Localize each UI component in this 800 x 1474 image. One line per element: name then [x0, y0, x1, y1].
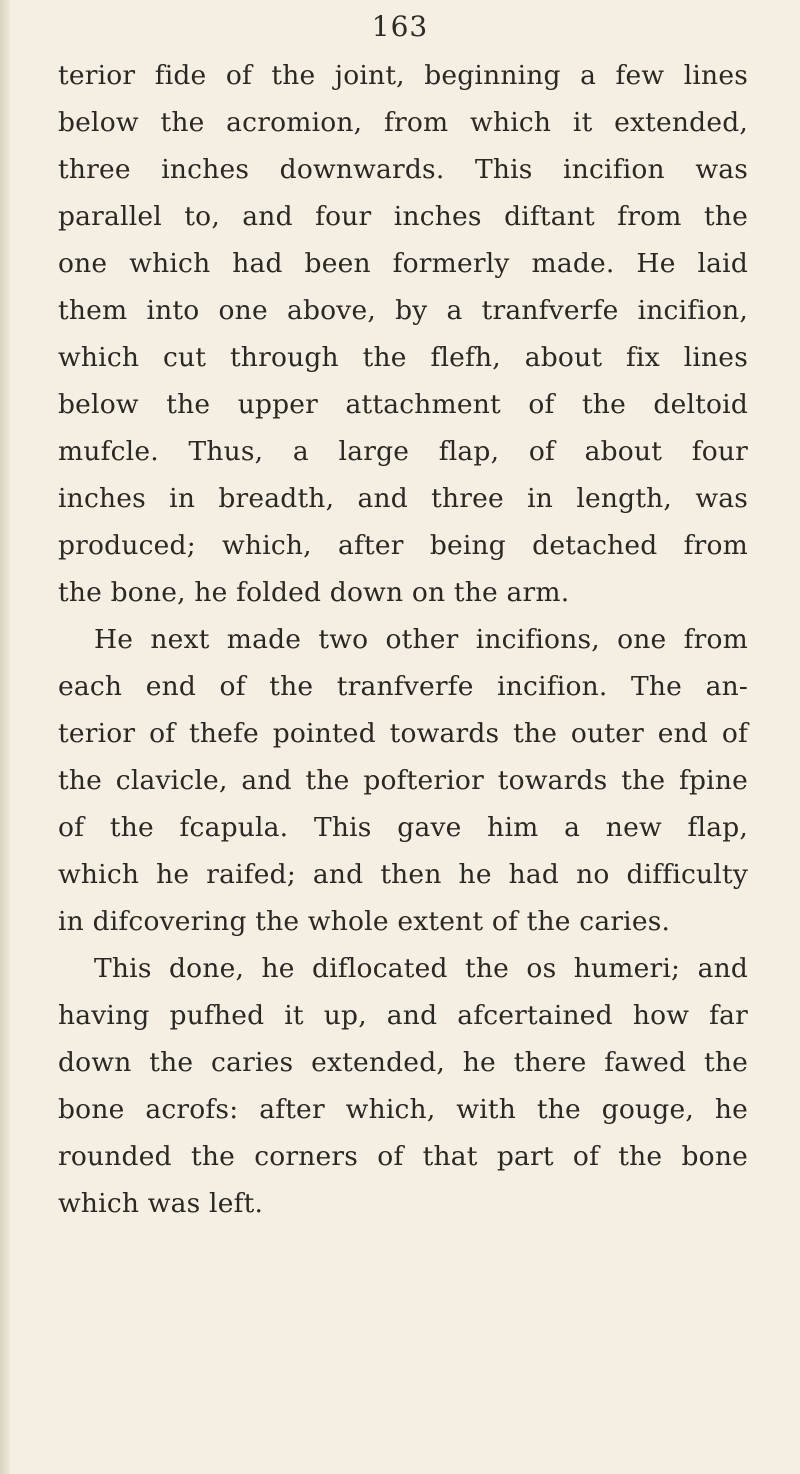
- text-line: mufcle. Thus, a large flap, of about four: [58, 436, 748, 467]
- text-line: the clavicle, and the pofterior towards the fpine: [58, 765, 748, 796]
- text-line: three inches downwards. This incifion was: [58, 154, 748, 185]
- page-edge: [0, 0, 10, 1474]
- text-line: terior fide of the joint, beginning a few lines: [58, 60, 748, 91]
- text-line: He next made two other incifions, one from: [94, 624, 748, 655]
- text-line: of the fcapula. This gave him a new flap,: [58, 812, 748, 843]
- text-line: below the upper attachment of the deltoid: [58, 389, 748, 420]
- text-line: having pufhed it up, and afcertained how far: [58, 1000, 748, 1031]
- text-line: which cut through the flefh, about fix lines: [58, 342, 748, 373]
- text-line: them into one above, by a tranfverfe incifion,: [58, 295, 748, 326]
- text-line: produced; which, after being detached from: [58, 530, 748, 561]
- page-number: 163: [371, 10, 429, 43]
- text-line: in difcovering the whole extent of the caries.: [58, 906, 671, 937]
- text-line: bone acrofs: after which, with the gouge, he: [58, 1094, 748, 1125]
- body-text: [58, 52, 748, 1227]
- text-line: one which had been formerly made. He laid: [58, 248, 748, 279]
- text-line: rounded the corners of that part of the bone: [58, 1141, 748, 1172]
- text-line: the bone, he folded down on the arm.: [58, 577, 570, 608]
- text-line: parallel to, and four inches diftant from the: [58, 201, 748, 232]
- text-line: down the caries extended, he there fawed the: [58, 1047, 748, 1078]
- text-line: below the acromion, from which it extended,: [58, 107, 748, 138]
- text-line: This done, he diflocated the os humeri; and: [94, 953, 748, 984]
- text-line: which he raifed; and then he had no difficulty: [58, 859, 748, 890]
- text-line: each end of the tranfverfe incifion. The an-: [58, 671, 748, 702]
- text-line: terior of thefe pointed towards the outer end of: [58, 718, 748, 749]
- text-line: inches in breadth, and three in length, was: [58, 483, 748, 514]
- text-line: which was left.: [58, 1188, 264, 1219]
